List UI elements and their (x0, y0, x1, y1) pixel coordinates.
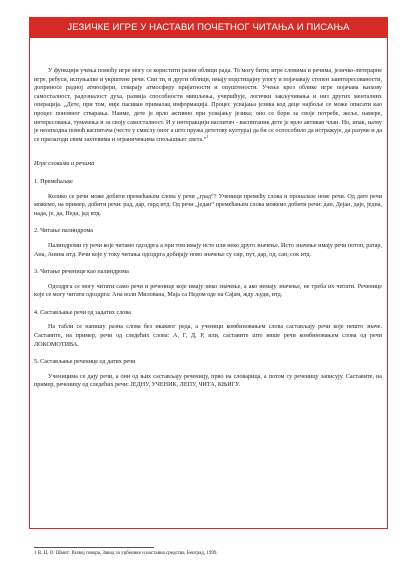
page-title: ЈЕЗИЧКЕ ИГРЕ У НАСТАВИ ПОЧЕТНОГ ЧИТАЊА И ПИСАЊА (29, 17, 388, 38)
article-body (34, 67, 382, 390)
subsection-2-title: 2. Читање палиндрома (34, 228, 94, 235)
subsection-4-text: На табли се напишу разна слова без икаквог реда, а ученици комбиновањем слова састављају речи које нешто значе. Саставите, на пример, речи од следећих слова: А, Г, Д, Р, или, саставите што више речи комбиновањем слова од речи ЛОКОМОТИВА. (34, 324, 382, 348)
subsection-1-title: 1. Премећаљке (34, 178, 73, 185)
footnote-divider (34, 547, 154, 548)
subsection-1-text: Колико се речи може добити премећањем слова у речи „град“? Ученици премећу слова и проналазе нове речи. Од дате речи можемо, на пример, добити речи: рад, дар, гард итд. Од речи „један“ премећањем слова можемо добити речи: дан, Дејан, даје, једна, нада, је, да, Неда, јад итд. (34, 193, 382, 217)
subsection-4-title: 4. Састављање речи од задатих слова (34, 309, 131, 316)
section-title: Игре словима и речима (34, 161, 95, 168)
subsection-5-text: Ученицима се дају речи, а они од њих састављају реченицу, прво на словарица, а потом су реченицу записују. Саставите, на пример, реченицу од следећих речи: ЈЕДНУ, УЧЕНИК, ЛЕПУ, ЧИТА, КЊИГУ. (34, 373, 382, 389)
subsection-3-title: 3. Читање реченице као палиндрома (34, 269, 129, 276)
intro-paragraph (34, 67, 382, 144)
subsection-5-title: 5. Састављање реченице од датих речи (34, 359, 136, 366)
footnote-marker: 1 (206, 133, 209, 139)
subsection-2-text: Палиндроми су речи које читамо одоздрга а при том имају исто или неко друго значење. Исто значење имају речи потоп, ратар, Ана, Анина итд. Речи које у току читања одоздрга добијају ново значење су сир, пут, дар, од, сан, сок итд. (34, 242, 382, 258)
intro-text: У функцији учења помоћу игре могу се користити разни облици рада. То могу бити; игре словима и речима, језичко-литерарне игре, ребуси, испуњалке и укрштене речи. Сви ти, и други облици, имају подстицајну улогу и појачавају степен заинтересованости, доприносе радној атмосфери, стварају атмосферу пријатности и опуштености. Учење кроз облике игре појачава њихову самосталност, радозналост духа, развија способности мишљења, учвршћује, логички закључивања и низ других менталних операција. „Дете, при том, није пасиван прималац информација. Процес усвајања језика код деце најбоље се може описати као процес поновног стварања. Наиме, дете је врло активно при усвајању језика; оно се бори за своје потребе, жеље, намере, интересовања, тумачења и за своју самосталност. И у интеракцији васпитач - васпитаник дете је врло активан члан. Но, ипак, њему је неопходна помоћ васпитача (често у смислу оног а што пружа дететову култура) да би се оспособило да истражује, да разуме и да се прилагоди свим захтевима и ограничењима спољашњег света.” (34, 68, 382, 143)
footnote: 1 В. Ц. О. Шмит: Развој говора, Завод за уџбенике и наставна средства, Београд, 1999. (34, 551, 218, 556)
subsection-3-text: Одоздрга се могу читати само речи и реченице које имају неко значење, а ако немају значење, не треба их читати. Реченице које се могу читати одоздрга: Ана воли Милована, Маја са Недом оде на Сајам, жду људи, итд. (34, 283, 382, 299)
